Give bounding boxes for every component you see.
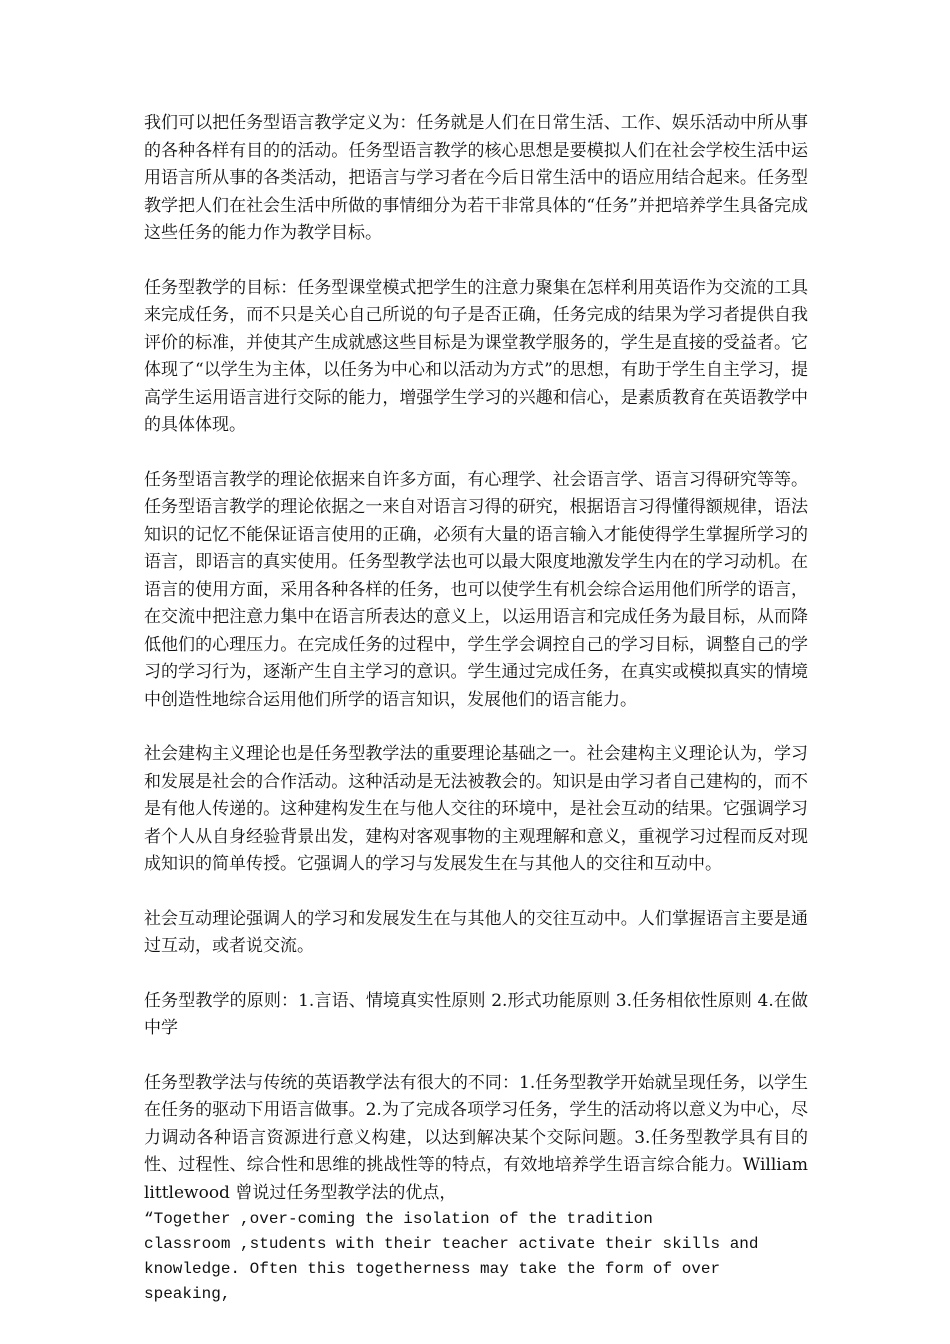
paragraph-social-interaction: 社会互动理论强调人的学习和发展发生在与其他人的交往互动中。人们掌握语言主要是通过互动，或者说交流。 — [144, 908, 808, 956]
paragraph-differences: 任务型教学法与传统的英语教学法有很大的不同：1.任务型教学开始就呈现任务，以学生在任务的驱动下用语言做事。2.为了完成各项学习任务，学生的活动将以意义为中心，尽力调动各种语言资源进行意义构建，以达到解决某个交际问题。3.任务型教学具有目的性、过程性、综合性和思维的挑战性等的特点，有效地培养学生语言综合能力。William littlewood 曾说过任务型教学法的优点， — [144, 1072, 808, 1203]
english-quote-line-1: “Together ,over-coming the isolation of the tradition — [144, 1210, 653, 1228]
paragraph-definition: 我们可以把任务型语言教学定义为：任务就是人们在日常生活、工作、娱乐活动中所从事的各种各样有目的的活动。任务型语言教学的核心思想是要模拟人们在社会学校生活中运用语言所从事的各类活动，把语言与学习者在今后日常生活中的语应用结合起来。任务型教学把人们在社会生活中所做的事情细分为若干非常具体的“任务”并把培养学生具备完成这些任务的能力作为教学目标。 — [144, 113, 808, 243]
document-page — [144, 110, 808, 1307]
english-quote-line-3: knowledge. Often this togetherness may take the form of over speaking, — [144, 1260, 721, 1303]
paragraph-goals: 任务型教学的目标：任务型课堂模式把学生的注意力聚集在怎样利用英语作为交流的工具来完成任务，而不只是关心自己所说的句子是否正确，任务完成的结果为学习者提供自我评价的标准，并使其产生成就感这些目标是为课堂教学服务的，学生是直接的受益者。它体现了“以学生为主体，以任务为中心和以活动为方式”的思想，有助于学生自主学习，提高学生运用语言进行交际的能力，增强学生学习的兴趣和信心，是素质教育在英语教学中的具体体现。 — [144, 277, 808, 435]
english-quote-line-2: classroom ,students with their teacher activate their skills and — [144, 1235, 759, 1253]
paragraph-social-constructivism: 社会建构主义理论也是任务型教学法的重要理论基础之一。社会建构主义理论认为，学习和发展是社会的合作活动。这种活动是无法被教会的。知识是由学习者自己建构的，而不是有他人传递的。这种建构发生在与他人交往的环境中，是社会互动的结果。它强调学习者个人从自身经验背景出发，建构对客观事物的主观理解和意义，重视学习过程而反对现成知识的简单传授。它强调人的学习与发展发生在与其他人的交往和互动中。 — [144, 744, 808, 874]
paragraph-principles: 任务型教学的原则：1.言语、情境真实性原则 2.形式功能原则 3.任务相依性原则 4.在做中学 — [144, 990, 808, 1038]
paragraph-theory-basis: 任务型语言教学的理论依据来自许多方面，有心理学、社会语言学、语言习得研究等等。任务型语言教学的理论依据之一来自对语言习得的研究，根据语言习得懂得额规律，语法知识的记忆不能保证语言使用的正确，必须有大量的语言输入才能使得学生掌握所学习的语言，即语言的真实使用。任务型教学法也可以最大限度地激发学生内在的学习动机。在语言的使用方面，采用各种各样的任务，也可以使学生有机会综合运用他们所学的语言，在交流中把注意力集中在语言所表达的意义上，以运用语言和完成任务为最目标，从而降低他们的心理压力。在完成任务的过程中，学生学会调控自己的学习目标，调整自己的学习的学习行为，逐渐产生自主学习的意识。学生通过完成任务，在真实或模拟真实的情境中创造性地综合运用他们所学的语言知识，发展他们的语言能力。 — [144, 469, 808, 710]
